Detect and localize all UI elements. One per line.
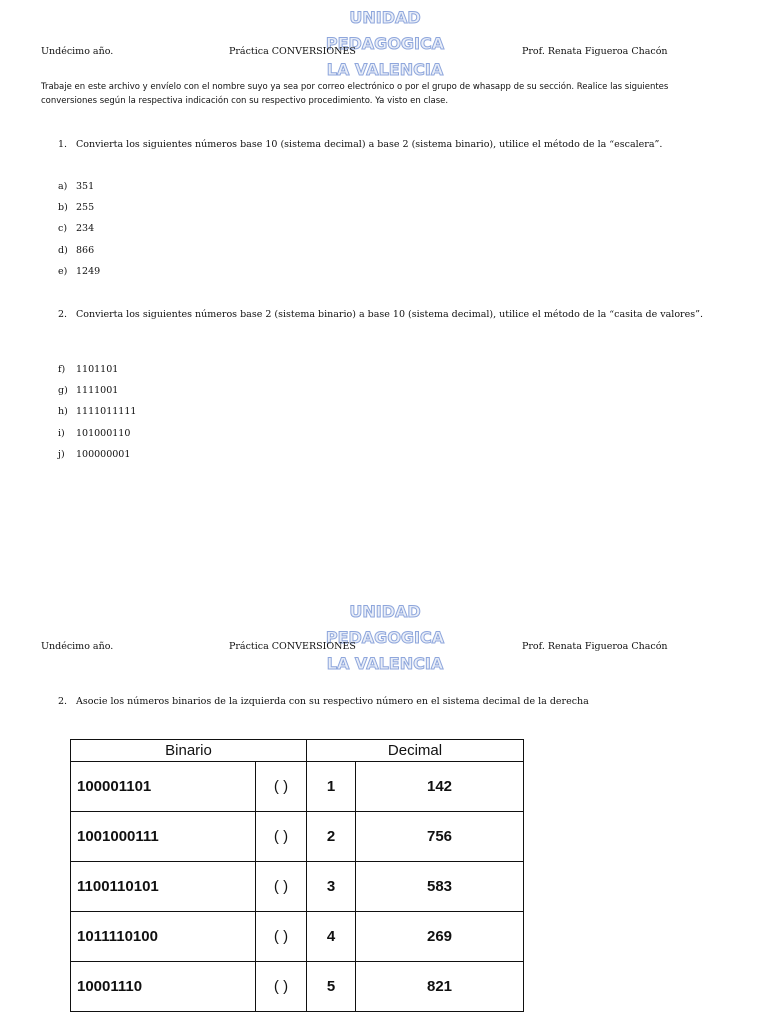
instructions: Trabaje en este archivo y envíelo con el nombre suyo ya sea por correo electrónico o por el grupo de whasapp de su sección. Realice las siguientes conversiones según la respectiva indicación con su respectivo procedimiento. Ya visto en clase.	[41, 82, 669, 106]
index-cell: 2	[307, 812, 356, 862]
column-header-binary: Binario	[71, 740, 307, 762]
matching-table	[70, 739, 524, 1012]
binary-cell: 1001000111	[71, 812, 256, 862]
question-1-text: Convierta los siguientes números base 10 (sistema decimal) a base 2 (sistema binario), utilice el método de la “escalera”.	[76, 139, 663, 150]
watermark-top	[0, 5, 768, 85]
watermark-line-2: PEDAGOGICA	[325, 628, 445, 647]
index-cell: 5	[307, 962, 356, 1012]
table-row	[71, 812, 524, 862]
answer-blank[interactable]: ( )	[256, 912, 307, 962]
watermark-bottom	[0, 599, 768, 679]
binary-cell: 100001101	[71, 762, 256, 812]
question-1-number: 1.	[58, 139, 68, 150]
decimal-cell: 583	[356, 862, 524, 912]
table-row	[71, 912, 524, 962]
question-3-number: 2.	[58, 696, 68, 707]
answer-blank[interactable]: ( )	[256, 862, 307, 912]
table-header-row	[71, 740, 524, 762]
watermark-line-3: LA VALENCIA	[326, 60, 444, 79]
decimal-cell: 269	[356, 912, 524, 962]
index-cell: 1	[307, 762, 356, 812]
table-row	[71, 862, 524, 912]
answer-blank[interactable]: ( )	[256, 962, 307, 1012]
page-header-2	[0, 641, 768, 655]
header-teacher: Prof. Renata Figueroa Chacón	[522, 46, 668, 57]
table-row	[71, 962, 524, 1012]
question-3	[58, 696, 718, 710]
table-row	[71, 762, 524, 812]
watermark-line-3: LA VALENCIA	[326, 654, 444, 673]
answer-blank[interactable]: ( )	[256, 762, 307, 812]
decimal-cell: 821	[356, 962, 524, 1012]
question-1	[58, 139, 718, 153]
question-2-number: 2.	[58, 309, 68, 320]
question-3-text: Asocie los números binarios de la izquierda con su respectivo número en el sistema decimal de la derecha	[76, 696, 589, 707]
index-cell: 3	[307, 862, 356, 912]
index-cell: 4	[307, 912, 356, 962]
header-level: Undécimo año.	[41, 641, 114, 652]
header-teacher: Prof. Renata Figueroa Chacón	[522, 641, 668, 652]
column-header-decimal: Decimal	[307, 740, 524, 762]
binary-cell: 1100110101	[71, 862, 256, 912]
watermark-line-1: UNIDAD	[349, 8, 421, 27]
header-title: Práctica CONVERSIONES	[229, 46, 356, 57]
header-title: Práctica CONVERSIONES	[229, 641, 356, 652]
header-level: Undécimo año.	[41, 46, 114, 57]
answer-blank[interactable]: ( )	[256, 812, 307, 862]
decimal-cell: 142	[356, 762, 524, 812]
question-2-text: Convierta los siguientes números base 2 (sistema binario) a base 10 (sistema decimal), utilice el método de la “casita de valores”.	[76, 309, 703, 320]
question-2	[58, 309, 718, 337]
binary-cell: 1011110100	[71, 912, 256, 962]
decimal-cell: 756	[356, 812, 524, 862]
watermark-line-1: UNIDAD	[349, 602, 421, 621]
page-header-1	[0, 46, 768, 60]
binary-cell: 10001110	[71, 962, 256, 1012]
watermark-line-2: PEDAGOGICA	[325, 34, 445, 53]
